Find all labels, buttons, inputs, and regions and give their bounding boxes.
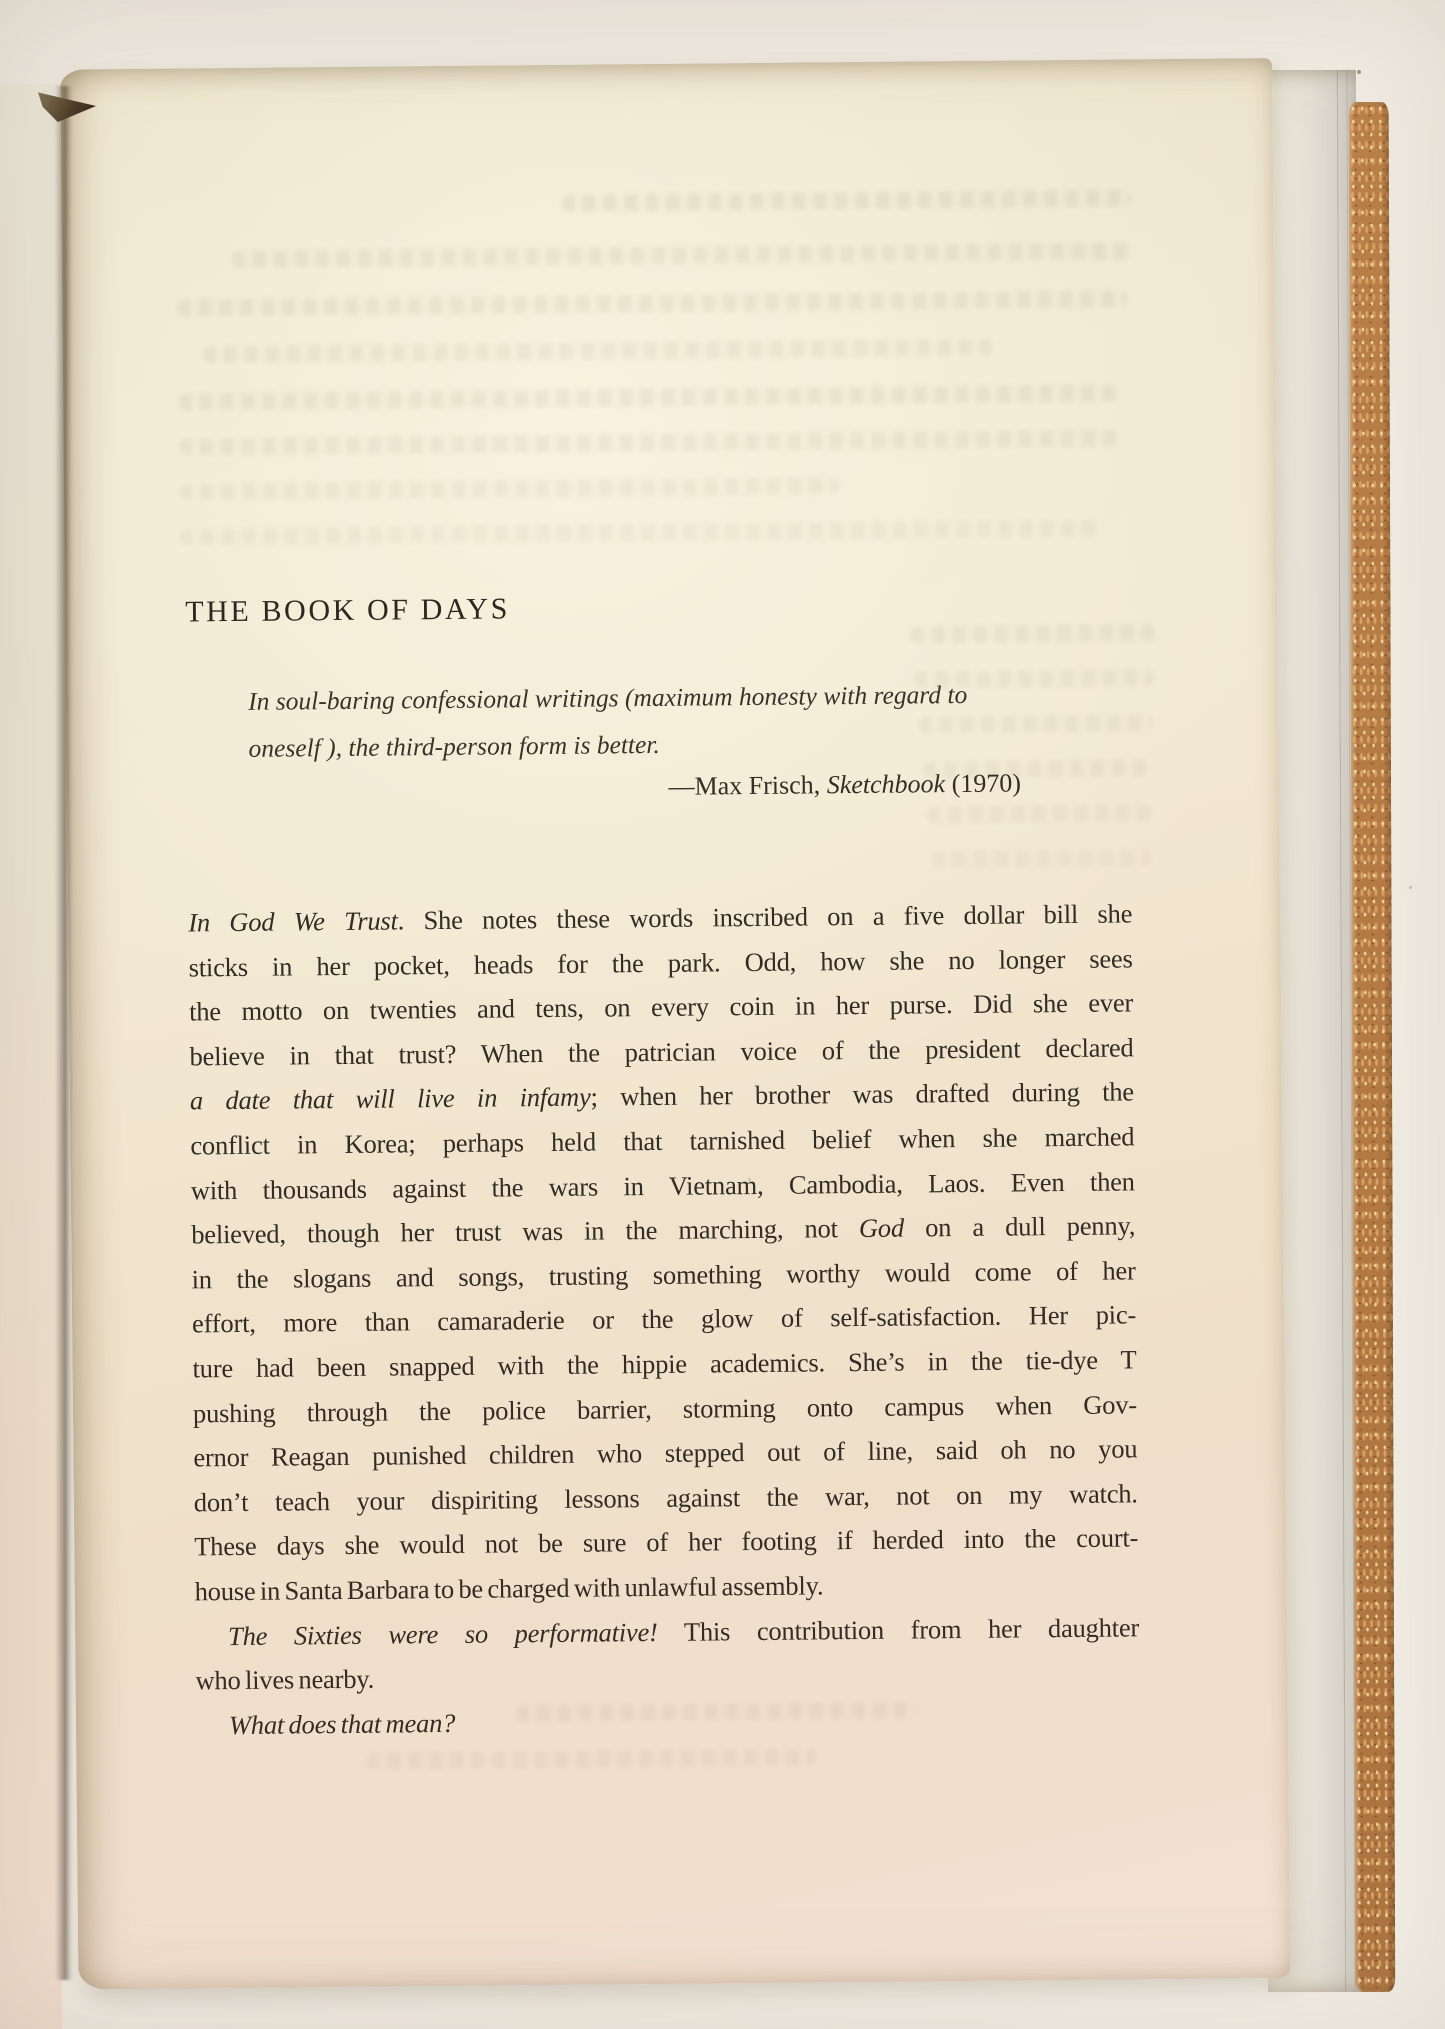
text-run: ; when her brother was drafted during the bbox=[590, 1076, 1135, 1112]
text-run: don’t teach your dispiriting lessons against the war, not on my watch. bbox=[193, 1478, 1138, 1518]
text-run: ernor Reagan punished children who stepped out of line, said oh no you bbox=[193, 1433, 1138, 1473]
text-run: house in Santa Barbara to be charged with unlawful assembly. bbox=[194, 1570, 824, 1607]
epigraph-line bbox=[248, 670, 1108, 725]
text-run: on a dull penny, bbox=[903, 1210, 1136, 1243]
text-run: These days she would not be sure of her footing if herded into the court- bbox=[194, 1522, 1139, 1562]
ghost-text-line bbox=[203, 339, 993, 364]
body-line bbox=[196, 1694, 1140, 1748]
ghost-text-line bbox=[927, 804, 1152, 823]
italic-run: In God We Trust bbox=[188, 905, 398, 938]
text-run: This contribution from her daughter bbox=[657, 1611, 1140, 1647]
body-line bbox=[194, 1516, 1138, 1570]
italic-run: God bbox=[858, 1212, 905, 1244]
epigraph-line bbox=[248, 717, 1108, 772]
ghost-text-line bbox=[178, 384, 1118, 410]
ghost-text-line bbox=[561, 189, 1131, 211]
ghost-text-line bbox=[179, 520, 1099, 546]
text-run: conflict in Korea; perhaps held that tarnished belief when she marched bbox=[190, 1121, 1135, 1161]
ghost-text-line bbox=[177, 290, 1127, 316]
dust-speck bbox=[748, 1178, 751, 1181]
ghost-text-line bbox=[179, 477, 839, 500]
bleed-through-text bbox=[60, 58, 1272, 70]
body-line bbox=[195, 1605, 1139, 1659]
text-run: ture had been snapped with the hippie academics. She’s in the tie-dye T bbox=[192, 1344, 1137, 1384]
text-run: —Max Frisch, bbox=[668, 770, 827, 801]
text-run: believed, though her trust was in the marching, not bbox=[191, 1213, 860, 1250]
facing-page-sliver bbox=[0, 84, 62, 2029]
italic-run: a date that will live in infamy bbox=[189, 1081, 591, 1116]
text-run: pushing through the police barrier, storming onto campus when Gov- bbox=[192, 1388, 1138, 1428]
ghost-text-line bbox=[932, 849, 1152, 868]
text-run: sticks in her pocket, heads for the park. Odd, how she no longer sees bbox=[188, 942, 1133, 983]
cover-board-edge bbox=[1349, 102, 1396, 1992]
chapter-title: THE BOOK OF DAYS bbox=[185, 592, 511, 629]
text-run: . She notes these words inscribed on a five dollar bill she bbox=[397, 898, 1133, 936]
text-run: believe in that trust? When the patrician voice of the president declared bbox=[189, 1032, 1134, 1072]
text-run: with thousands against the wars in Vietnam, Cambodia, Laos. Even then bbox=[190, 1165, 1135, 1205]
text-run: effort, more than camaraderie or the glow of self-satisfaction. Her pic- bbox=[191, 1299, 1137, 1339]
body-text bbox=[188, 891, 1140, 1747]
italic-run: oneself ), the third-person form is better. bbox=[248, 729, 660, 763]
text-run: the motto on twenties and tens, on every coin in her purse. Did she ever bbox=[188, 987, 1134, 1027]
gutter-shadow bbox=[55, 86, 73, 1980]
ghost-text-line bbox=[910, 624, 1155, 643]
text-run: (1970) bbox=[944, 768, 1022, 799]
ghost-text-line bbox=[366, 1748, 816, 1769]
epigraph bbox=[248, 670, 1109, 772]
dust-speck bbox=[1409, 886, 1412, 889]
book-page bbox=[60, 58, 1290, 1990]
text-run: in the slogans and songs, trusting something worthy would come of her bbox=[191, 1255, 1136, 1295]
epigraph-attribution bbox=[249, 768, 1021, 805]
italic-run: In soul-baring confessional writings (maximum honesty with regard to bbox=[247, 679, 968, 716]
text-run: who lives nearby. bbox=[195, 1663, 375, 1696]
ghost-text-line bbox=[179, 429, 1119, 455]
dust-speck bbox=[1357, 70, 1361, 74]
italic-run: What does that mean? bbox=[228, 1707, 456, 1740]
italic-run: The Sixties were so performative! bbox=[227, 1616, 658, 1651]
italic-run: Sketchbook bbox=[826, 769, 946, 800]
ghost-text-line bbox=[232, 242, 1132, 268]
